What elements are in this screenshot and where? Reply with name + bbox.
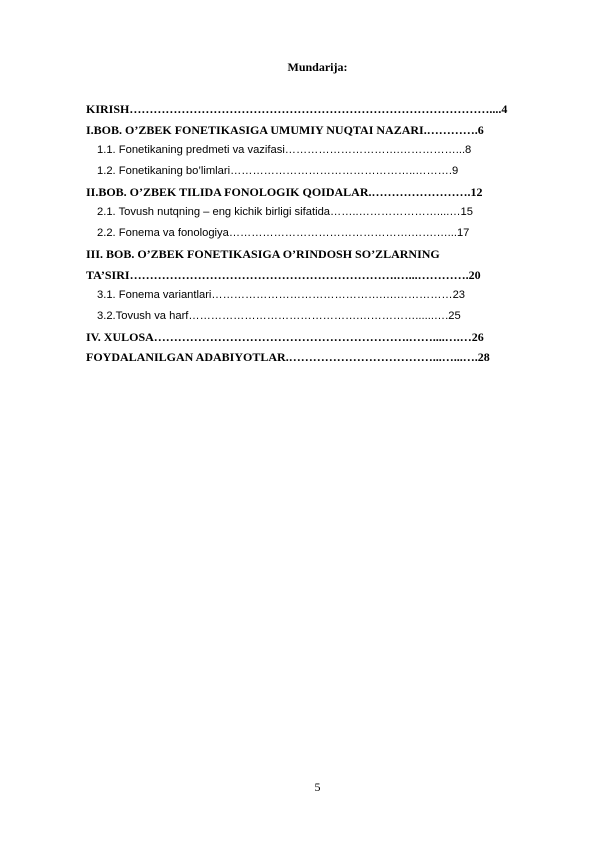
toc-entry-adabiyotlar: FOYDALANILGAN ADABIYOTLAR.………………………………...…...….28: [86, 350, 490, 365]
toc-entry-3-2: 3.2.Tovush va harf……………………………………….……………......….25: [97, 309, 461, 322]
toc-entry-2-1: 2.1. Tovush nutqning – eng kichik birligi sifatida……..…………………....…15: [97, 206, 473, 219]
toc-entry-xulosa: IV. XULOSA……………………………………………………….……....….…26: [86, 329, 484, 344]
page-number: 5: [314, 780, 321, 794]
toc-entry-2-2: 2.2. Fonema va fonologiya………………………………………….…….…...17: [97, 227, 470, 240]
toc-entry-kirish: KIRISH………………………………………………………………………………....4: [86, 102, 508, 116]
toc-entry-1-1: 1.1. Fonetikaning predmeti va vazifasi………………………….……………...8: [97, 144, 472, 157]
toc-entry-1-2: 1.2. Fonetikaning bo’limlari…………………………………………..……….9: [97, 165, 459, 178]
toc-entry-chapter-1: I.BOB. O’ZBEK FONETIKASIGA UMUMIY NUQTAI NAZARI.………….6: [86, 122, 484, 137]
table-of-contents: [86, 99, 556, 368]
page-title: Mundarija:: [287, 60, 348, 74]
toc-entry-chapter-3-line-2: TA’SIRI………………………………………………………….…...………….20: [86, 267, 481, 282]
toc-entry-3-1: 3.1. Fonema variantlari……………………………………….….……………23: [97, 289, 466, 302]
toc-entry-chapter-3-line-1: III. BOB. O’ZBEK FONETIKASIGA O’RINDOSH SO’ZLARNING: [86, 246, 440, 261]
toc-entry-chapter-2: II.BOB. O’ZBEK TILIDA FONOLOGIK QOIDALAR.…………………….12: [86, 184, 483, 199]
